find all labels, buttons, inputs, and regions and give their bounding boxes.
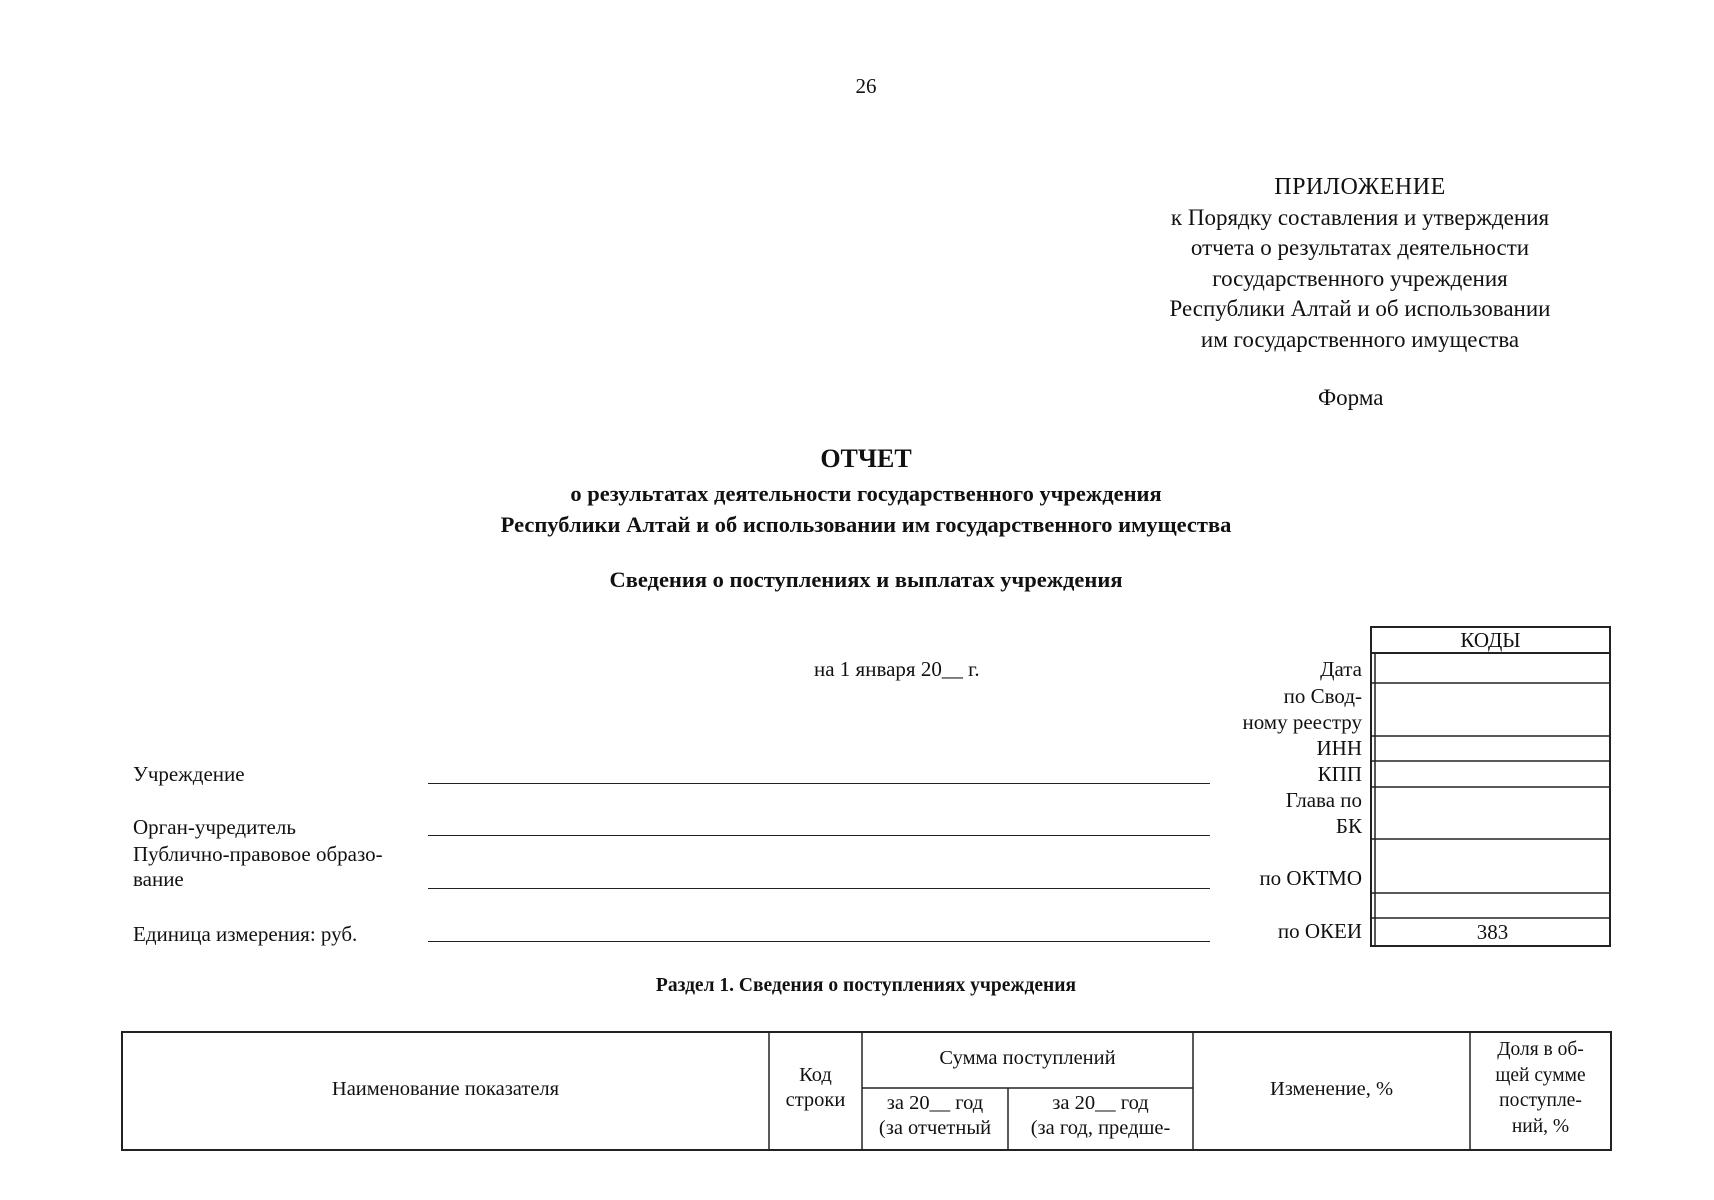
codes-label-glava bbox=[1102, 787, 1362, 839]
field-label-public-entity-line: вание bbox=[133, 867, 184, 891]
col-header-sum-current bbox=[862, 1091, 1008, 1141]
codes-label-oktmo: по ОКТМО bbox=[1259, 866, 1362, 890]
col-header-sum-current-line: за 20__ год bbox=[886, 1092, 984, 1114]
appendix-line: к Порядку составления и утверждения bbox=[1170, 204, 1550, 230]
codes-label-registry-line: ному реестру bbox=[1242, 710, 1362, 734]
field-label-public-entity bbox=[133, 842, 423, 892]
col-header-share-line: щей сумме bbox=[1495, 1064, 1586, 1086]
codes-label-kpp: КПП bbox=[1317, 762, 1362, 786]
report-date-line: на 1 января 20__ г. bbox=[814, 657, 980, 681]
appendix-line: государственного учреждения bbox=[1212, 265, 1508, 291]
col-header-share-line: ний, % bbox=[1511, 1115, 1570, 1137]
field-label-public-entity-line: Публично-правовое образо- bbox=[133, 842, 383, 866]
col-header-sum-previous-line: за 20__ год bbox=[1052, 1092, 1149, 1114]
founder-input-line[interactable] bbox=[428, 835, 1210, 836]
col-header-name: Наименование показателя bbox=[331, 1078, 560, 1100]
okei-code-value: 383 bbox=[1476, 920, 1509, 944]
codes-header: КОДЫ bbox=[1460, 628, 1521, 652]
col-header-sum-previous-line: (за год, предше- bbox=[1030, 1117, 1171, 1139]
codes-label-inn: ИНН bbox=[1316, 736, 1362, 760]
codes-label-glava-line: БК bbox=[1335, 814, 1362, 838]
col-header-code-line: строки bbox=[785, 1089, 846, 1111]
col-header-share bbox=[1470, 1037, 1611, 1139]
codes-label-registry bbox=[1102, 683, 1362, 735]
appendix-line: Республики Алтай и об использовании bbox=[1169, 296, 1551, 321]
codes-label-glava-line: Глава по bbox=[1285, 788, 1362, 812]
col-header-sum: Сумма поступлений bbox=[939, 1047, 1116, 1069]
codes-label-date: Дата bbox=[1320, 657, 1362, 681]
unit-input-line[interactable] bbox=[428, 941, 1210, 942]
col-header-sum-previous bbox=[1008, 1091, 1193, 1141]
col-header-share-line: Доля в об- bbox=[1497, 1039, 1584, 1060]
report-subtitle-line: о результатах деятельности государственного учреждения bbox=[570, 481, 1162, 506]
report-section-title: Сведения о поступлениях и выплатах учреждения bbox=[609, 567, 1123, 592]
col-header-share-line: поступле- bbox=[1499, 1090, 1582, 1111]
col-header-change: Изменение, % bbox=[1269, 1078, 1394, 1100]
report-title: ОТЧЕТ bbox=[820, 444, 912, 473]
codes-label-registry-line: по Свод- bbox=[1283, 684, 1362, 708]
appendix-title: ПРИЛОЖЕНИЕ bbox=[1274, 174, 1446, 200]
page-number: 26 bbox=[855, 74, 877, 98]
field-label-institution: Учреждение bbox=[133, 762, 245, 786]
col-header-sum-current-line: (за отчетный bbox=[878, 1117, 992, 1139]
field-label-founder: Орган-учредитель bbox=[133, 815, 296, 839]
codes-label-okei: по ОКЕИ bbox=[1277, 919, 1362, 943]
institution-input-line[interactable] bbox=[428, 783, 1210, 784]
report-subtitle-line: Республики Алтай и об использовании им государственного имущества bbox=[500, 512, 1232, 537]
field-label-unit: Единица измерения: руб. bbox=[133, 922, 358, 946]
form-label: Форма bbox=[1318, 385, 1384, 410]
appendix-line: им государственного имущества bbox=[1200, 326, 1520, 352]
appendix-line: отчета о результатах деятельности bbox=[1190, 235, 1530, 260]
col-header-code bbox=[769, 1063, 862, 1113]
section1-title: Раздел 1. Сведения о поступлениях учреждения bbox=[655, 975, 1077, 996]
col-header-code-line: Код bbox=[799, 1064, 832, 1086]
public-entity-input-line[interactable] bbox=[428, 888, 1210, 889]
